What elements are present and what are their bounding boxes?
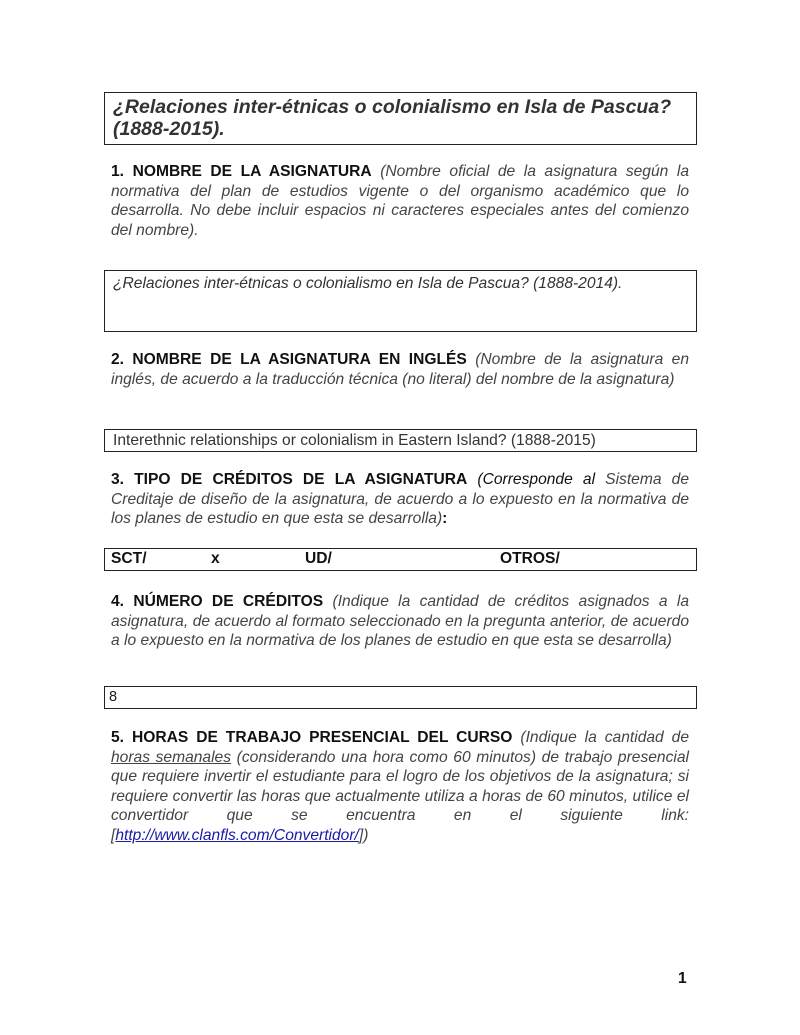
section-5-instruction-start: (Indique la cantidad de <box>512 729 690 746</box>
title-box <box>104 92 697 145</box>
document-title: ¿Relaciones inter-étnicas o colonialismo en Isla de Pascua? (1888-2015). <box>113 96 672 140</box>
section-1 <box>111 162 689 240</box>
section-4-heading: 4. NÚMERO DE CRÉDITOS <box>111 593 324 610</box>
credit-sct-label: SCT/ <box>111 550 147 567</box>
english-name-answer-box <box>104 429 697 452</box>
credit-type-box <box>104 548 697 571</box>
section-3 <box>111 470 689 529</box>
credit-count-box <box>104 686 697 709</box>
section-2-heading: 2. NOMBRE DE LA ASIGNATURA EN INGLÉS <box>111 351 467 368</box>
section-3-heading: 3. TIPO DE CRÉDITOS DE LA ASIGNATURA <box>111 471 468 488</box>
english-name-answer: Interethnic relationships or colonialism in Eastern Island? (1888-2015) <box>113 432 596 449</box>
course-name-answer-box <box>104 270 697 332</box>
section-2 <box>111 350 689 389</box>
section-3-instruction: Sistema de Creditaje de diseño de la asignatura, de acuerdo a lo expuesto en la normativa de los planes de estudio en que esta se desarrolla) <box>111 471 689 527</box>
credit-otros-label: OTROS/ <box>500 550 560 567</box>
section-3-colon: : <box>442 510 448 527</box>
section-5 <box>111 728 689 845</box>
section-1-heading: 1. NOMBRE DE LA ASIGNATURA <box>111 163 372 180</box>
section-5-instruction-end: ]) <box>358 826 369 844</box>
section-2-instruction: (Nombre de la asignatura en inglés, de acuerdo a la traducción técnica (no literal) del nombre de la asignatura) <box>111 351 690 388</box>
converter-link[interactable]: http://www.clanfls.com/Convertidor/ <box>115 826 359 844</box>
credit-count-value: 8 <box>109 689 118 705</box>
page-number: 1 <box>678 970 687 987</box>
section-5-heading: 5. HORAS DE TRABAJO PRESENCIAL DEL CURSO <box>111 729 513 746</box>
credit-ud-label: UD/ <box>305 550 332 567</box>
section-3-instruction-italic: (Corresponde al <box>467 471 596 488</box>
section-4-instruction: (Indique la cantidad de créditos asignados a la asignatura, de acuerdo al formato seleccionado en la pregunta anterior, de acuerdo a lo expuesto en la normativa de los planes de estudio en que esta se desarrolla) <box>111 593 689 649</box>
section-5-instruction-middle: (considerando una hora como 60 minutos) de trabajo presencial que requiere invertir el estudiante para el logro de los objetivos de la asignatura; si requiere convertir las horas que actualmente utiliza a horas de 60 minutos, utilice el convertidor que se encuentra en el siguiente link: [ <box>111 748 689 844</box>
course-name-answer: ¿Relaciones inter-étnicas o colonialismo en Isla de Pascua? (1888-2014). <box>113 275 623 292</box>
section-1-instruction: (Nombre oficial de la asignatura según la normativa del plan de estudios vigente o del organismo académico que lo desarrolla. No debe incluir espacios ni caracteres especiales antes del comienzo del nombre). <box>111 163 689 239</box>
section-4 <box>111 592 689 651</box>
section-5-weekly-hours: horas semanales <box>111 748 232 766</box>
credit-sct-mark: x <box>211 550 220 567</box>
